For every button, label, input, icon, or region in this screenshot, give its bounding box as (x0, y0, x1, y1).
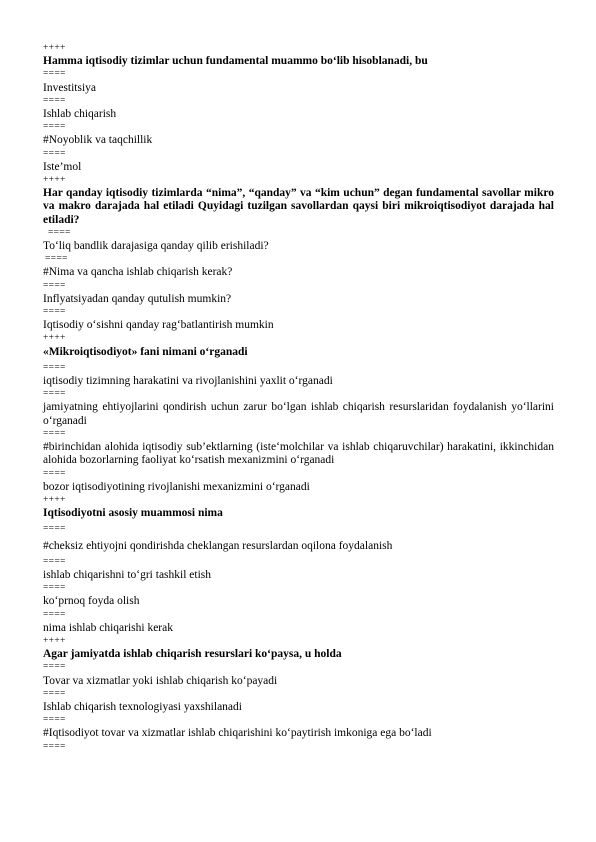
answer-separator: ==== (43, 362, 66, 373)
question-separator: ++++ (43, 43, 66, 53)
document-page (43, 42, 554, 754)
answer-option: Iqtisodiy o‘sishni qanday rag‘batlantirish mumkin (43, 319, 274, 332)
answer-separator: ==== (43, 69, 66, 80)
answer-option: Ishlab chiqarish texnologiyasi yaxshilanadi (43, 700, 242, 713)
answer-separator: ==== (43, 280, 66, 291)
answer-option: To‘liq bandlik darajasiga qanday qilib erishiladi? (43, 240, 269, 253)
question-text: Hamma iqtisodiy tizimlar uchun fundamental muammo bo‘lib hisoblanadi, bu (43, 55, 428, 68)
answer-option: ko‘prnoq foyda olish (43, 595, 140, 608)
question-separator: ++++ (43, 635, 66, 646)
correct-answer-option: #birinchidan alohida iqtisodiy sub’ektlarning (iste‘molchilar va ishlab chiqaruvchilar) harakatini, ikkinchidan alohida bozorlarning faoliyat ko‘rsatish mexanizmini o‘rganadi (43, 441, 554, 467)
answer-separator: ==== (43, 307, 66, 318)
answer-separator: ==== (43, 556, 66, 567)
answer-separator: ==== (43, 688, 66, 699)
answer-option: ishlab chiqarishni to‘gri tashkil etish (43, 568, 212, 581)
question-text: Har qanday iqtisodiy tizimlarda “nima”, “qanday” va “kim uchun” degan fundamental savollar mikro va makro darajada hal etiladi Quyidagi tuzilgan savollardan qaysi biri mikroiqtisodiyot darajada hal etiladi? (43, 187, 554, 226)
question-text: «Mikroiqtisodiyot» fani nimani o‘rganadi (43, 345, 248, 358)
answer-option: Ishlab chiqarish (43, 108, 117, 121)
answer-separator: ==== (43, 428, 66, 439)
answer-separator: ==== (43, 583, 66, 594)
answer-separator: ==== (43, 122, 66, 133)
answer-option: Tovar va xizmatlar yoki ishlab chiqarish ko‘payadi (43, 674, 278, 687)
answer-separator: ==== (43, 524, 66, 535)
answer-separator: ==== (43, 662, 66, 673)
answer-separator: ==== (45, 254, 68, 265)
answer-separator: ==== (48, 227, 71, 238)
answer-option: Investitsiya (43, 81, 97, 94)
answer-separator: ==== (43, 468, 66, 479)
answer-option: Inflyatsiyadan qanday qutulish mumkin? (43, 292, 232, 305)
question-separator: ++++ (43, 494, 66, 505)
answer-separator: ==== (43, 95, 66, 106)
correct-answer-option: #Nima va qancha ishlab chiqarish kerak? (43, 266, 233, 279)
answer-option: Iste’mol (43, 160, 82, 173)
correct-answer-option: #Noyoblik va taqchillik (43, 134, 153, 147)
correct-answer-option: #Iqtisodiyot tovar va xizmatlar ishlab chiqarishini ko‘paytirish imkoniga ega bo‘ladi (43, 727, 432, 740)
question-separator: ++++ (43, 333, 66, 344)
answer-separator: ==== (43, 148, 66, 159)
question-separator: ++++ (43, 175, 66, 186)
answer-separator: ==== (43, 389, 66, 400)
answer-option: iqtisodiy tizimning harakatini va rivojlanishini yaxlit o‘rganadi (43, 375, 333, 388)
question-text: Agar jamiyatda ishlab chiqarish resurslari ko‘paysa, u holda (43, 648, 342, 661)
answer-separator: ==== (43, 741, 66, 752)
question-text: Iqtisodiyotni asosiy muammosi nima (43, 507, 223, 520)
answer-option: bozor iqtisodiyotining rivojlanishi mexanizmini o‘rganadi (43, 480, 310, 493)
correct-answer-option: #cheksiz ehtiyojni qondirishda cheklangan resurslardan oqilona foydalanish (43, 539, 393, 552)
answer-separator: ==== (43, 609, 66, 620)
answer-separator: ==== (43, 715, 66, 726)
answer-option: nima ishlab chiqarishi kerak (43, 621, 173, 634)
answer-option: jamiyatning ehtiyojlarini qondirish uchun zarur bo‘lgan ishlab chiqarish resurslaridan foydalanish yo‘llarini o‘rganadi (43, 401, 554, 427)
